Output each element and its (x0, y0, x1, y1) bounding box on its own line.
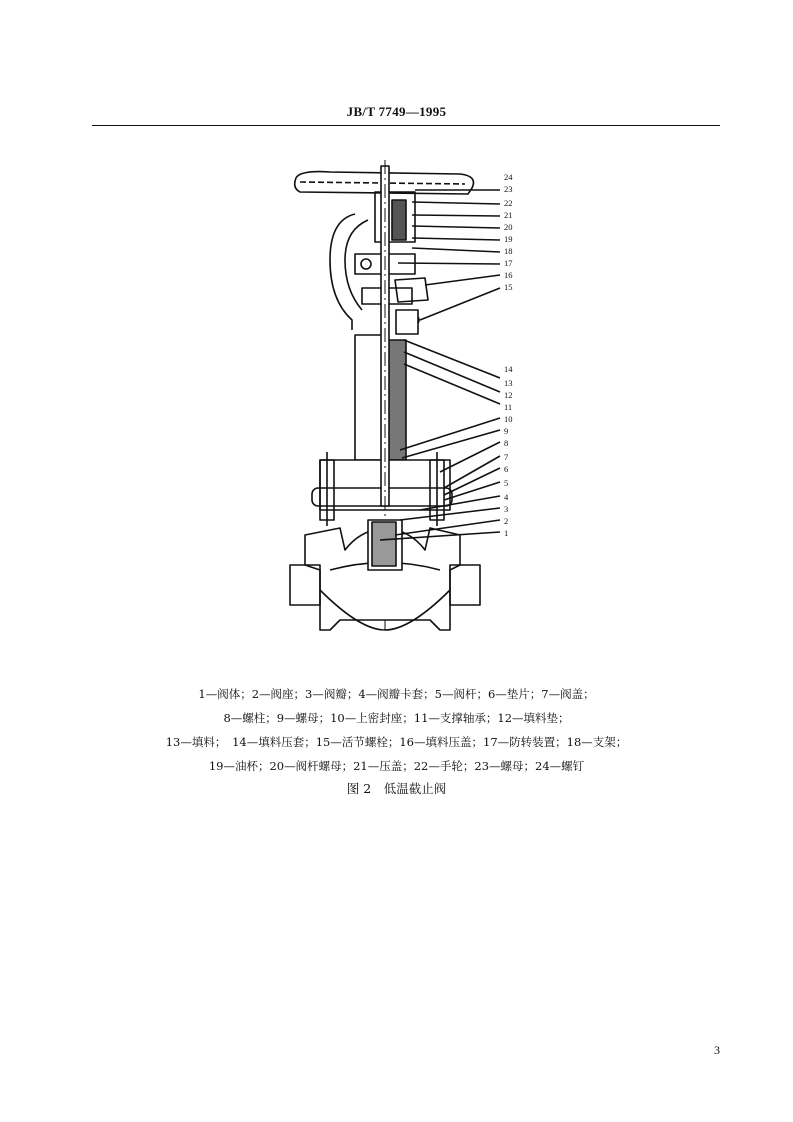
part-number-label: 8 (504, 438, 509, 448)
part-number-label: 9 (504, 426, 509, 436)
part-number-label: 16 (504, 270, 513, 280)
part-number-label: 11 (504, 402, 513, 412)
part-number-label: 23 (504, 184, 513, 194)
part-number-label: 14 (504, 364, 513, 374)
part-number-label: 5 (504, 478, 509, 488)
legend-line: 8—螺柱；9—螺母；10—上密封座；11—支撑轴承；12—填料垫； (223, 711, 570, 725)
part-number-label: 1 (504, 528, 509, 538)
page-number: 3 (714, 1043, 720, 1057)
header-rule (92, 125, 720, 126)
figure-title: 图 2 低温截止阀 (346, 781, 447, 796)
part-number-label: 24 (504, 172, 513, 182)
part-number-label: 2 (504, 516, 509, 526)
valve-drawing-svg (0, 160, 793, 660)
part-number-label: 3 (504, 504, 509, 514)
part-number-label: 17 (504, 258, 513, 268)
part-number-label: 21 (504, 210, 513, 220)
part-number-label: 20 (504, 222, 513, 232)
part-number-label: 10 (504, 414, 513, 424)
part-number-label: 12 (504, 390, 513, 400)
legend-line: 13—填料； 14—填料压套；15—活节螺栓；16—填料压盖；17—防转装置；18—支架； (165, 735, 628, 749)
part-number-label: 15 (504, 282, 513, 292)
part-number-label: 18 (504, 246, 513, 256)
legend-line: 19—油杯；20—阀杆螺母；21—压盖；22—手轮；23—螺母；24—螺钉 (208, 759, 585, 773)
part-number-label: 4 (504, 492, 509, 502)
legend-line: 1—阀体；2—阀座；3—阀瓣；4—阀瓣卡套；5—阀杆；6—垫片；7—阀盖； (198, 687, 595, 701)
part-number-label: 6 (504, 464, 509, 474)
part-number-label: 7 (504, 452, 509, 462)
document-code-header: JB/T 7749—1995 (346, 104, 447, 119)
valve-drawing (0, 160, 793, 660)
part-number-label: 19 (504, 234, 513, 244)
part-number-label: 13 (504, 378, 513, 388)
part-number-label: 22 (504, 198, 513, 208)
